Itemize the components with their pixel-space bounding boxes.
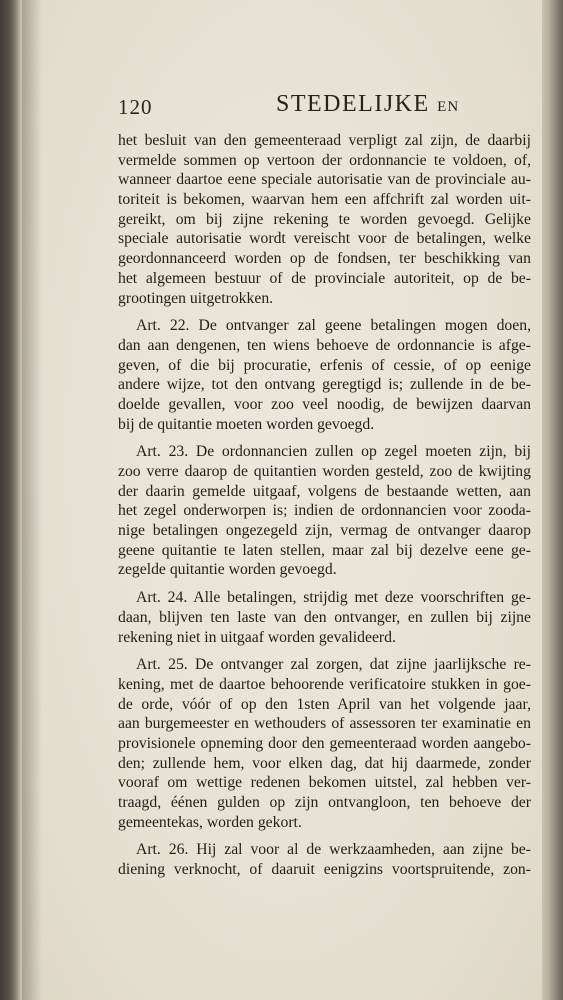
- text-line: grootingen uitgetrokken.: [118, 289, 274, 307]
- text-line: diening verknocht, of daaruit eenigzins voortspruitende, zon-: [118, 861, 531, 879]
- paragraph-continued: [118, 131, 531, 308]
- page-header: [118, 91, 538, 125]
- text-line: den; zullende hem, voor elken dag, dat hij daarmede, zonder: [118, 754, 531, 772]
- text-line: gereikt, om bij zijne rekening te worden gevoegd. Gelijke: [118, 210, 531, 228]
- text-line: dan aan dengenen, ten wiens behoeve de ordonnancie is afge-: [118, 336, 531, 354]
- article-paragraph: [118, 840, 531, 879]
- text-line: vooraf om wettige redenen bekomen uitstel, zal hebben ver-: [118, 774, 531, 792]
- gutter-shadow: [22, 0, 42, 1000]
- text-line: speciale autorisatie wordt vereischt voor de betalingen, welke: [118, 230, 531, 248]
- text-line: Art. 22. De ontvanger zal geene betalingen mogen doen,: [136, 317, 531, 335]
- text-line: zoo verre daarop de quitantien worden gesteld, zoo de kwijting: [118, 463, 531, 480]
- running-head-title: STEDELIJKE: [276, 91, 430, 117]
- text-line: het algemeen bestuur of de provinciale autoriteit, op de be-: [118, 269, 531, 287]
- body-text: [118, 131, 531, 880]
- paragraph-gap: [118, 647, 531, 655]
- text-line: provisionele opneming door den gemeenteraad worden aangebo-: [118, 734, 531, 752]
- paragraph-gap: [118, 434, 531, 442]
- article-paragraph: [118, 316, 531, 434]
- text-line: daan, blijven ten laste van den ontvanger, en zullen bij zijne: [118, 608, 531, 626]
- article-paragraph: [118, 588, 531, 647]
- text-line: gemeentekas, worden gekort.: [118, 813, 302, 831]
- text-line: doelde gevallen, voor zoo veel noodig, de bewijzen daarvan: [118, 395, 531, 413]
- text-line: Art. 24. Alle betalingen, strijdig met deze voorschriften ge-: [136, 589, 531, 607]
- text-line: vermelde sommen op vertoon der ordonnancie te voldoen, of,: [118, 151, 531, 169]
- text-line: traagd, éénen gulden op zijn ontvangloon, ten behoeve der: [118, 794, 531, 811]
- text-line: zegelde quitantie worden gevoegd.: [118, 561, 337, 579]
- text-line: nige betalingen ongezegeld zijn, vermag de ontvanger daarop: [118, 522, 531, 540]
- text-line: der daarin gemelde uitgaaf, volgens de bestaande wetten, aan: [118, 482, 531, 500]
- text-line: Art. 23. De ordonnancien zullen op zegel moeten zijn, bij: [136, 443, 531, 461]
- text-line: de orde, vóór of op den 1sten April van het volgende jaar,: [118, 695, 531, 713]
- article-paragraph: [118, 655, 531, 832]
- text-line: wanneer daartoe eene speciale autorisatie van de provinciale au-: [118, 171, 531, 189]
- text-line: rekening niet in uitgaaf worden gevalideerd.: [118, 628, 396, 646]
- running-head: [276, 91, 459, 118]
- text-line: bij de quitantie moeten worden gevoegd.: [118, 415, 375, 433]
- text-line: toriteit is bekomen, waarvan hem een affchrift zal worden uit-: [118, 191, 531, 209]
- text-line: het zegel onderworpen is; indien de ordonnancien voor zooda-: [118, 502, 531, 520]
- article-paragraph: [118, 442, 531, 580]
- running-head-sub: EN: [437, 99, 460, 115]
- text-line: andere wijze, tot den ontvang geregtigd is; zullende in de be-: [118, 376, 531, 394]
- paragraph-gap: [118, 308, 531, 316]
- text-line: Art. 25. De ontvanger zal zorgen, dat zijne jaarlijksche re-: [136, 656, 531, 674]
- text-line: kening, met de daartoe behoorende verificatoire stukken in goe-: [118, 675, 531, 693]
- text-line: Art. 26. Hij zal voor al de werkzaamheden, aan zijne be-: [136, 841, 531, 859]
- text-line: aan burgemeester en wethouders of assessoren ter examinatie en: [118, 715, 531, 733]
- text-line: geene quitantie te laten stellen, maar zal bij dezelve eene ge-: [118, 541, 531, 559]
- text-line: geordonnanceerd worden op de fondsen, ter beschikking van: [118, 250, 531, 268]
- paragraph-gap: [118, 832, 531, 840]
- page-number: 120: [118, 95, 153, 119]
- text-line: het besluit van den gemeenteraad verpligt zal zijn, de daarbij: [118, 132, 531, 149]
- paragraph-gap: [118, 580, 531, 588]
- text-line: geven, of die bij procuratie, erfenis of cessie, of op eenige: [118, 356, 531, 374]
